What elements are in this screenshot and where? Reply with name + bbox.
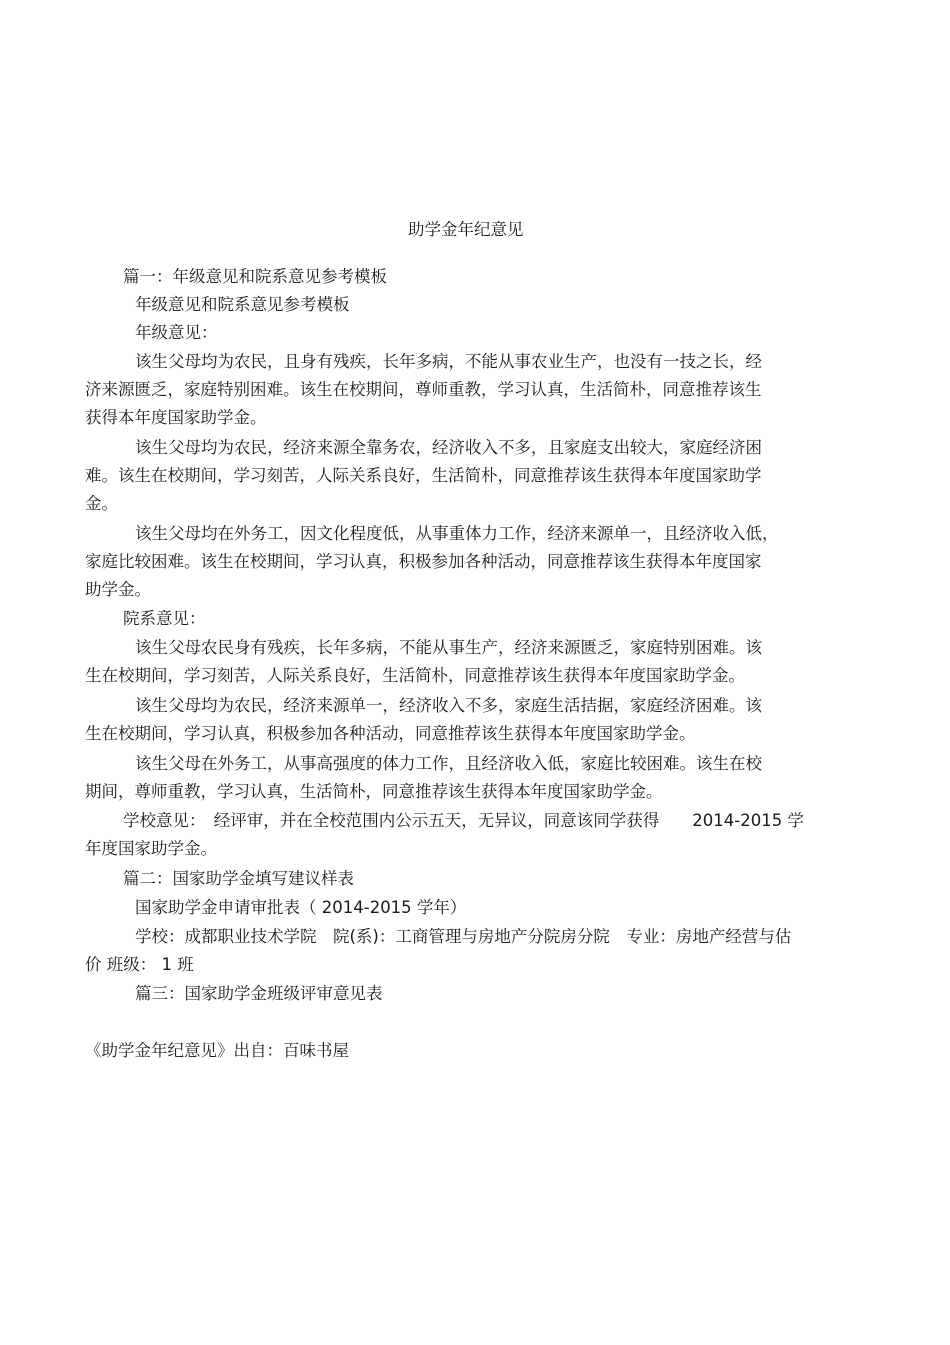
paragraph-line: 该生父母在外务工，从事高强度的体力工作，且经济收入低，家庭比较困难。该生在校 bbox=[135, 754, 762, 773]
paragraph-line: 助学金。 bbox=[85, 580, 151, 599]
paragraph-line: 该生父母均为农民，经济来源全靠务农，经济收入不多，且家庭支出较大，家庭经济困 bbox=[135, 438, 762, 457]
paragraph-line: 生在校期间，学习认真，积极参加各种活动，同意推荐该生获得本年度国家助学金。 bbox=[85, 724, 696, 743]
section-heading-2: 篇二：国家助学金填写建议样表 bbox=[123, 869, 354, 888]
paragraph-line: 该生父母农民身有残疾，长年多病，不能从事生产，经济来源匮乏，家庭特别困难。该 bbox=[135, 638, 762, 657]
paragraph-line: 获得本年度国家助学金。 bbox=[85, 408, 267, 427]
paragraph-line: 该生父母均为农民，经济来源单一，经济收入不多，家庭生活拮据，家庭经济困难。该 bbox=[135, 696, 762, 715]
paragraph-line: 期间，尊师重教，学习认真，生活简朴，同意推荐该生获得本年度国家助学金。 bbox=[85, 782, 663, 801]
paragraph-line: 生在校期间，学习刻苦，人际关系良好，生活简朴，同意推荐该生获得本年度国家助学金。 bbox=[85, 666, 745, 685]
paragraph-line: 该生父母均为农民，且身有残疾，长年多病，不能从事农业生产，也没有一技之长，经 bbox=[135, 352, 762, 371]
school-opinion-line: 学校意见： 经评审，并在全校范围内公示五天，无异议，同意该同学获得 2014-2015 学 bbox=[123, 811, 804, 830]
source-note: 《助学金年纪意见》出自：百味书屋 bbox=[85, 1041, 349, 1060]
paragraph-line: 难。该生在校期间，学习刻苦，人际关系良好，生活简朴，同意推荐该生获得本年度国家助学 bbox=[85, 466, 762, 485]
paragraph-line: 家庭比较困难。该生在校期间，学习认真，积极参加各种活动，同意推荐该生获得本年度国家 bbox=[85, 552, 762, 571]
grade-opinion-label: 年级意见： bbox=[135, 323, 218, 342]
document-title: 助学金年纪意见 bbox=[408, 220, 524, 239]
paragraph-line: 济来源匮乏，家庭特别困难。该生在校期间，尊师重教，学习认真，生活简朴，同意推荐该生 bbox=[85, 380, 762, 399]
paragraph-line: 年度国家助学金。 bbox=[85, 839, 217, 858]
school-info-line: 学校：成都职业技术学院 院(系)：工商管理与房地产分院房分院 专业：房地产经营与估 bbox=[135, 927, 792, 946]
paragraph-line: 该生父母均在外务工，因文化程度低，从事重体力工作，经济来源单一，且经济收入低， bbox=[135, 524, 779, 543]
form-title: 国家助学金申请审批表（ 2014-2015 学年） bbox=[135, 898, 467, 917]
subheading: 年级意见和院系意见参考模板 bbox=[135, 295, 350, 314]
section-heading-1: 篇一：年级意见和院系意见参考模板 bbox=[123, 267, 387, 286]
paragraph-line: 金。 bbox=[85, 494, 118, 513]
class-info-line: 价 班级： 1 班 bbox=[85, 955, 194, 974]
section-heading-3: 篇三：国家助学金班级评审意见表 bbox=[135, 984, 383, 1003]
department-opinion-label: 院系意见： bbox=[123, 609, 206, 628]
